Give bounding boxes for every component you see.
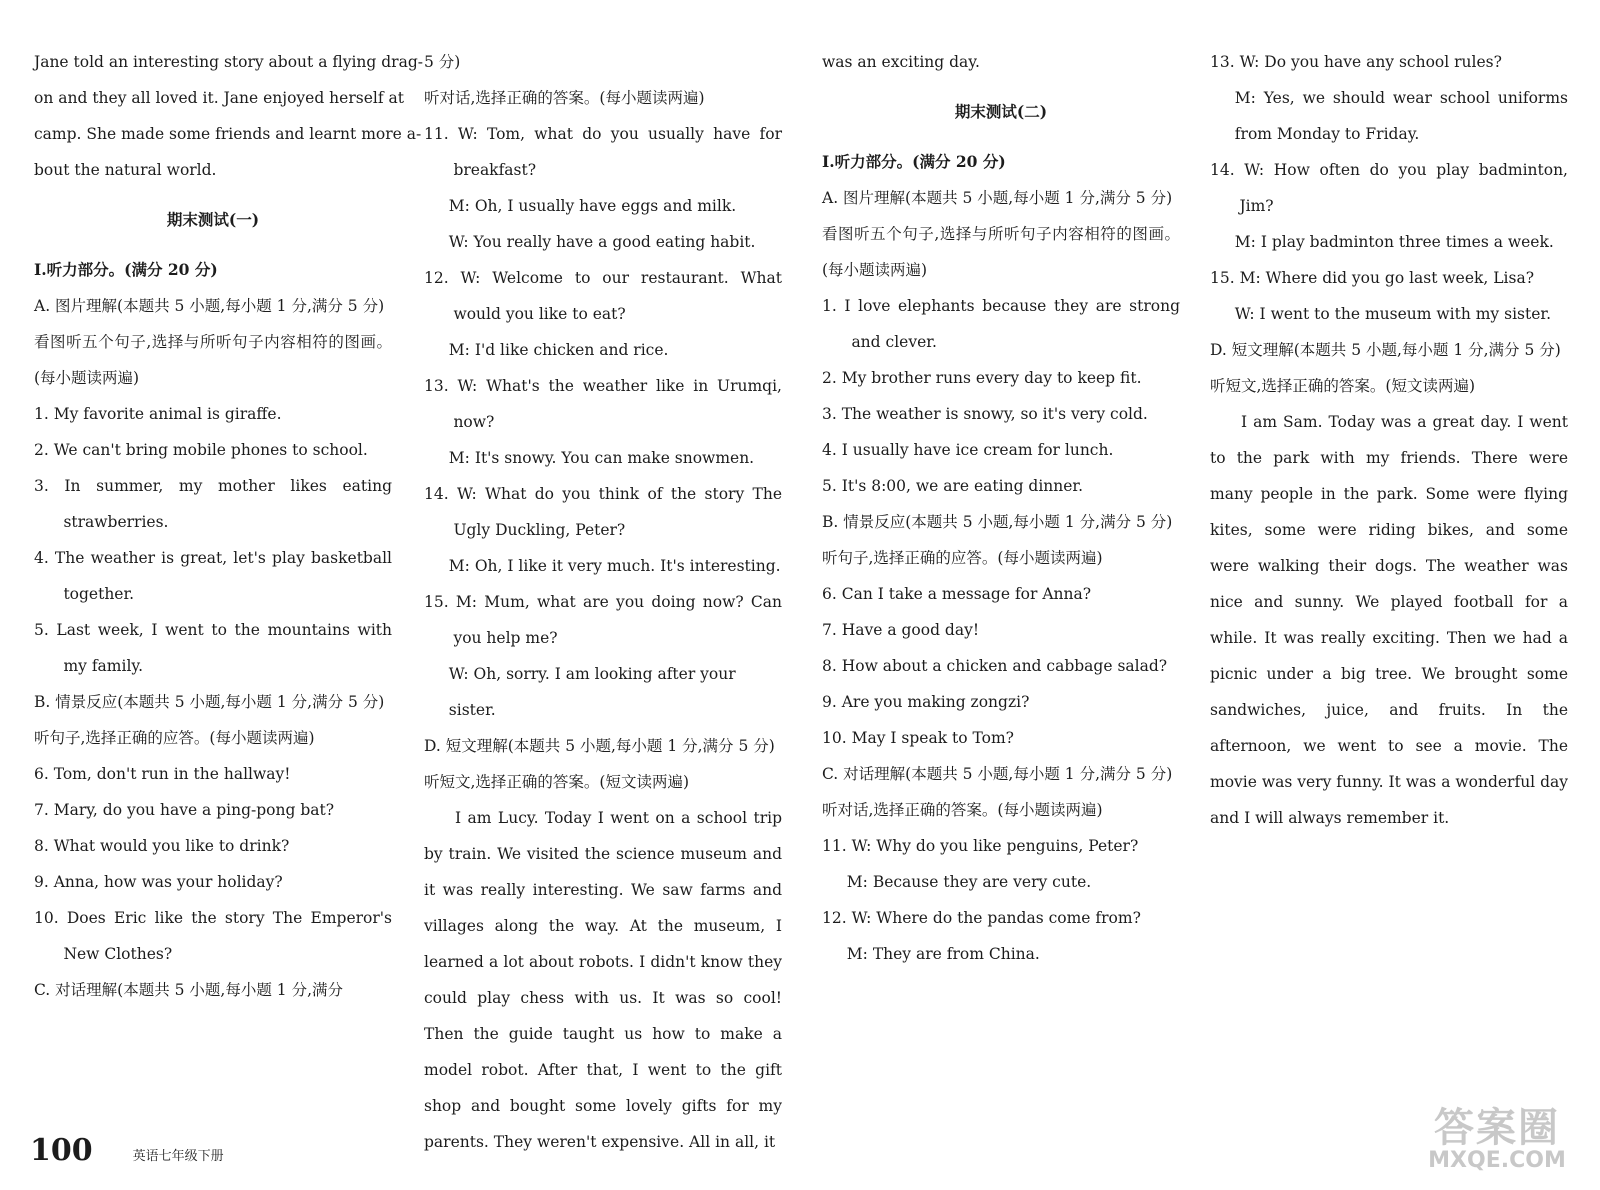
dialogue-line: M: I play badminton three times a week. xyxy=(1234,233,1554,251)
dialogue-line: M: I'd like chicken and rice. xyxy=(448,341,669,359)
section-heading: Ⅰ.听力部分。(满分 20 分) xyxy=(822,152,1006,171)
dialogue-line: 15. M: Where did you go last week, Lisa? xyxy=(1210,269,1535,287)
dialogue-line: M: Oh, I like it very much. It's interesting. xyxy=(448,557,781,575)
part-c-heading: C. 对话理解(本题共 5 小题,每小题 1 分,满分 5 分) xyxy=(822,765,1173,783)
passage: I am Lucy. Today I went on a school trip by train. We visited the science museum and it was really interesting. We saw farms and villages along the way. At the museum, I learned a lot about robots. I didn't know they could play chess with us. It was so cool! Then the guide taught us how to make a model robot. After that, I went to the gift shop and bought some lovely gifts for my parents. They weren't expensive. All in all, it xyxy=(424,809,782,1151)
dialogue-line: 12. W: Welcome to our restaurant. What would you like to eat? xyxy=(424,269,782,323)
list-item: 1. I love elephants because they are strong and clever. xyxy=(822,297,1180,351)
dialogue-line: 11. W: Tom, what do you usually have for breakfast? xyxy=(424,125,782,179)
dialogue-line: M: It's snowy. You can make snowmen. xyxy=(448,449,755,467)
list-item: 10. May I speak to Tom? xyxy=(822,729,1014,747)
part-a-heading: A. 图片理解(本题共 5 小题,每小题 1 分,满分 5 分) xyxy=(34,297,385,315)
passage: I am Sam. Today was a great day. I went to the park with my friends. There were many people in the park. Some were flying kites, some were riding bikes, and some were walking their dogs. The weather was nice and sunny. We played football for a while. It was really exciting. Then we had a picnic under a big tree. We brought some sandwiches, juice, and fruits. In the afternoon, we went to see a movie. The movie was very funny. It was a wonderful day and I will always remember it. xyxy=(1210,413,1568,827)
part-a-instruction: 看图听五个句子,选择与所听句子内容相符的图画。(每小题读两遍) xyxy=(822,225,1180,279)
list-item: 3. The weather is snowy, so it's very cold. xyxy=(822,405,1148,423)
section-heading: Ⅰ.听力部分。(满分 20 分) xyxy=(34,260,218,279)
part-a-heading: A. 图片理解(本题共 5 小题,每小题 1 分,满分 5 分) xyxy=(822,189,1173,207)
dialogue-line: M: Yes, we should wear school uniforms from Monday to Friday. xyxy=(1234,89,1568,143)
dialogue-line: 13. W: What's the weather like in Urumqi, now? xyxy=(424,377,782,431)
column-1 xyxy=(34,44,423,1008)
part-a-instruction: 看图听五个句子,选择与所听句子内容相符的图画。(每小题读两遍) xyxy=(34,333,392,387)
list-item: 3. In summer, my mother likes eating strawberries. xyxy=(34,477,392,531)
passage-end: was an exciting day. xyxy=(822,53,980,71)
column-3 xyxy=(822,44,1180,972)
part-b-instruction: 听句子,选择正确的应答。(每小题读两遍) xyxy=(34,729,315,747)
list-item: 5. It's 8:00, we are eating dinner. xyxy=(822,477,1084,495)
watermark xyxy=(1422,1106,1572,1172)
dialogue-line: 13. W: Do you have any school rules? xyxy=(1210,53,1502,71)
list-item: 9. Are you making zongzi? xyxy=(822,693,1030,711)
page-footer xyxy=(30,1133,224,1168)
dialogue-line: M: They are from China. xyxy=(846,945,1040,963)
list-item: 2. We can't bring mobile phones to school. xyxy=(34,441,368,459)
story-line: Jane told an interesting story about a flying drag- xyxy=(34,53,423,71)
part-c-instruction: 听对话,选择正确的答案。(每小题读两遍) xyxy=(424,89,705,107)
test-title: 期末测试(二) xyxy=(954,102,1048,121)
part-c-heading-cont: 5 分) xyxy=(424,53,461,71)
dialogue-line: 12. W: Where do the pandas come from? xyxy=(822,909,1141,927)
list-item: 6. Tom, don't run in the hallway! xyxy=(34,765,291,783)
list-item: 10. Does Eric like the story The Emperor's New Clothes? xyxy=(34,909,392,963)
part-d-heading: D. 短文理解(本题共 5 小题,每小题 1 分,满分 5 分) xyxy=(424,737,775,755)
part-c-heading: C. 对话理解(本题共 5 小题,每小题 1 分,满分 xyxy=(34,981,343,999)
list-item: 1. My favorite animal is giraffe. xyxy=(34,405,282,423)
dialogue-line: W: I went to the museum with my sister. xyxy=(1234,305,1552,323)
watermark-logo: 答案圈 xyxy=(1434,1105,1560,1151)
list-item: 4. I usually have ice cream for lunch. xyxy=(822,441,1114,459)
dialogue-line: 11. W: Why do you like penguins, Peter? xyxy=(822,837,1139,855)
watermark-url: MXQE.COM xyxy=(1428,1148,1566,1173)
part-b-heading: B. 情景反应(本题共 5 小题,每小题 1 分,满分 5 分) xyxy=(34,693,385,711)
column-4 xyxy=(1210,44,1568,836)
test-title: 期末测试(一) xyxy=(166,210,260,229)
list-item: 5. Last week, I went to the mountains with my family. xyxy=(34,621,392,675)
book-label: 英语七年级下册 xyxy=(132,1149,224,1164)
story-line: bout the natural world. xyxy=(34,161,217,179)
list-item: 2. My brother runs every day to keep fit. xyxy=(822,369,1142,387)
story-line: on and they all loved it. Jane enjoyed herself at xyxy=(34,89,404,107)
part-b-instruction: 听句子,选择正确的应答。(每小题读两遍) xyxy=(822,549,1103,567)
part-b-heading: B. 情景反应(本题共 5 小题,每小题 1 分,满分 5 分) xyxy=(822,513,1173,531)
dialogue-line: 14. W: How often do you play badminton, Jim? xyxy=(1210,161,1568,215)
part-d-instruction: 听短文,选择正确的答案。(短文读两遍) xyxy=(1210,377,1476,395)
list-item: 7. Mary, do you have a ping-pong bat? xyxy=(34,801,335,819)
dialogue-line: 15. M: Mum, what are you doing now? Can you help me? xyxy=(424,593,782,647)
dialogue-line: M: Oh, I usually have eggs and milk. xyxy=(448,197,737,215)
dialogue-line: W: You really have a good eating habit. xyxy=(448,233,756,251)
list-item: 8. What would you like to drink? xyxy=(34,837,290,855)
dialogue-line: M: Because they are very cute. xyxy=(846,873,1092,891)
story-line: camp. She made some friends and learnt more a- xyxy=(34,125,422,143)
column-2 xyxy=(424,44,782,1160)
list-item: 7. Have a good day! xyxy=(822,621,980,639)
list-item: 4. The weather is great, let's play basketball together. xyxy=(34,549,392,603)
part-d-instruction: 听短文,选择正确的答案。(短文读两遍) xyxy=(424,773,690,791)
dialogue-line: W: Oh, sorry. I am looking after your sister. xyxy=(448,665,736,719)
list-item: 9. Anna, how was your holiday? xyxy=(34,873,283,891)
part-c-instruction: 听对话,选择正确的答案。(每小题读两遍) xyxy=(822,801,1103,819)
part-d-heading: D. 短文理解(本题共 5 小题,每小题 1 分,满分 5 分) xyxy=(1210,341,1561,359)
dialogue-line: 14. W: What do you think of the story The Ugly Duckling, Peter? xyxy=(424,485,782,539)
list-item: 8. How about a chicken and cabbage salad? xyxy=(822,657,1168,675)
list-item: 6. Can I take a message for Anna? xyxy=(822,585,1092,603)
page-number: 100 xyxy=(30,1133,93,1168)
